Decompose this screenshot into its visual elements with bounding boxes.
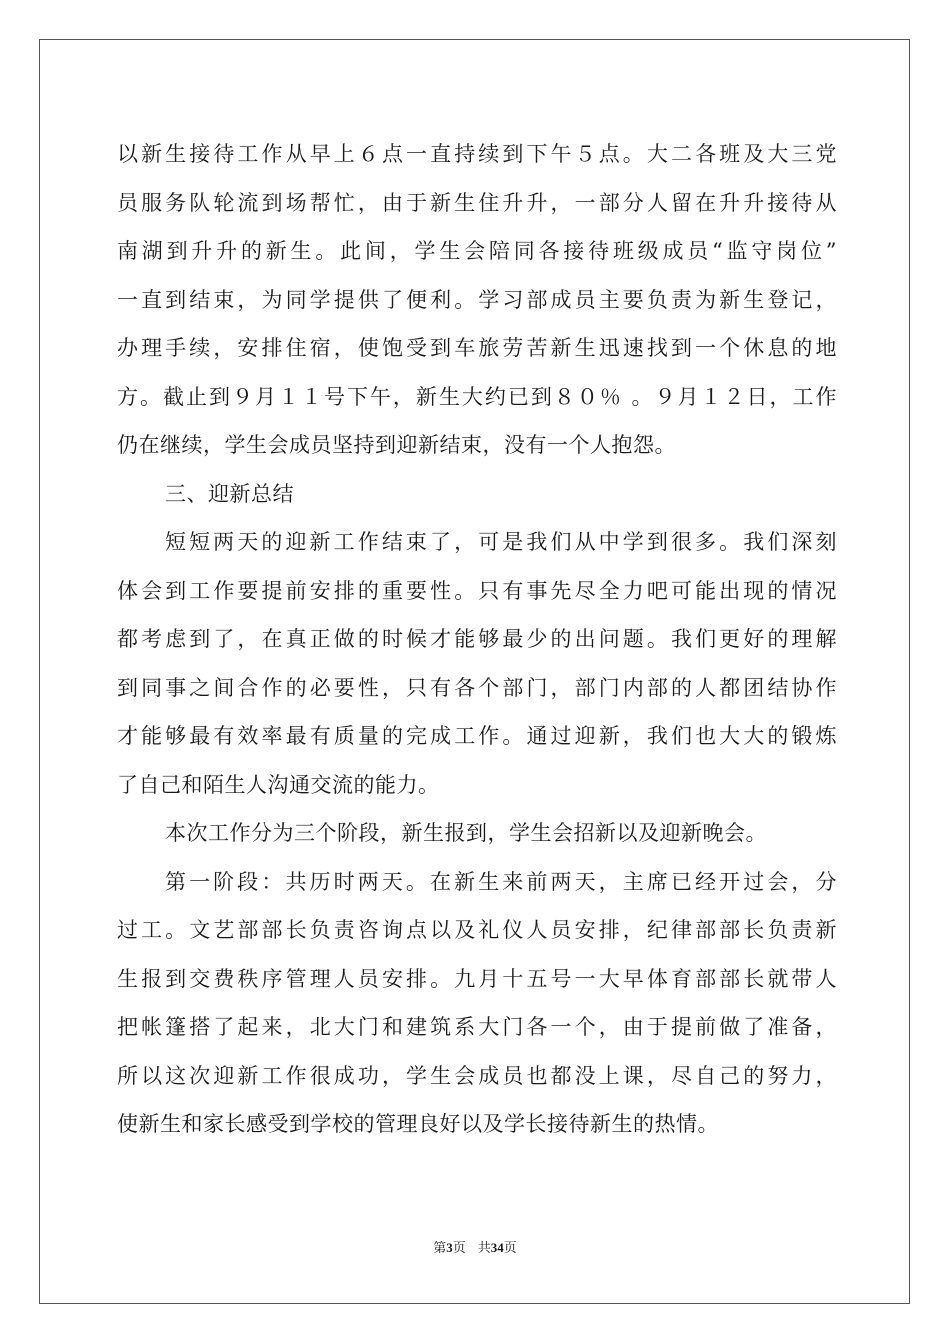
page-number: 3 xyxy=(446,1240,453,1255)
paragraph-line: 方。截止到９月１１号下午，新生大约已到８０％ 。９月１２日，工作 xyxy=(117,384,837,409)
paragraph-line: 过工。文艺部部长负责咨询点以及礼仪人员安排，纪律部部长负责新 xyxy=(117,918,837,942)
paragraph-line: 短短两天的迎新工作结束了，可是我们从中学到很多。我们深刻 xyxy=(165,530,837,554)
paragraph-line: 以新生接待工作从早上６点一直持续到下午５点。大二各班及大三党 xyxy=(117,142,837,166)
page-prefix: 第 xyxy=(433,1240,447,1255)
paragraph-line: 本次工作分为三个阶段，新生报到，学生会招新以及迎新晚会。 xyxy=(165,821,767,845)
page-footer xyxy=(0,1237,950,1256)
paragraph-line: 所以这次迎新工作很成功，学生会成员也都没上课，尽自己的努力， xyxy=(117,1063,837,1088)
total-pages: 34 xyxy=(490,1240,504,1255)
paragraph-line: 都考虑到了，在真正做的时候才能够最少的出问题。我们更好的理解 xyxy=(117,627,837,651)
total-prefix: 共 xyxy=(477,1240,491,1255)
paragraph-line: 把帐篷搭了起来，北大门和建筑系大门各一个，由于提前做了准备， xyxy=(117,1015,837,1039)
paragraph-line: 到同事之间合作的必要性，只有各个部门，部门内部的人都团结协作 xyxy=(117,675,837,700)
paragraph-line: 员服务队轮流到场帮忙，由于新生住升升，一部分人留在升升接待从 xyxy=(117,190,837,215)
paragraph-line: 使新生和家长感受到学校的管理良好以及学长接待新生的热情。 xyxy=(117,1112,719,1136)
paragraph-line: 办理手续，安排住宿，使饱受到车旅劳苦新生迅速找到一个休息的地 xyxy=(117,336,837,360)
paragraph-line: 南湖到升升的新生。此间，学生会陪同各接待班级成员“监守岗位” xyxy=(117,239,837,263)
document-body xyxy=(117,130,837,1149)
paragraph-line: 才能够最有效率最有质量的完成工作。通过迎新，我们也大大的锻炼 xyxy=(117,724,837,748)
paragraph-line: 了自己和陌生人沟通交流的能力。 xyxy=(117,772,440,797)
paragraph-line: 一直到结束，为同学提供了便利。学习部成员主要负责为新生登记， xyxy=(117,287,837,312)
paragraph-line: 第一阶段：共历时两天。在新生来前两天，主席已经开过会，分 xyxy=(165,869,837,894)
paragraph-line: 生报到交费秩序管理人员安排。九月十五号一大早体育部部长就带人 xyxy=(117,966,837,991)
total-suffix: 页 xyxy=(503,1240,517,1255)
paragraph-line: 体会到工作要提前安排的重要性。只有事先尽全力吧可能出现的情况 xyxy=(117,578,837,603)
page-suffix: 页 xyxy=(452,1240,466,1255)
paragraph-line: 仍在继续，学生会成员坚持到迎新结束，没有一个人抱怨。 xyxy=(117,433,676,457)
section-heading: 三、迎新总结 xyxy=(165,481,294,506)
